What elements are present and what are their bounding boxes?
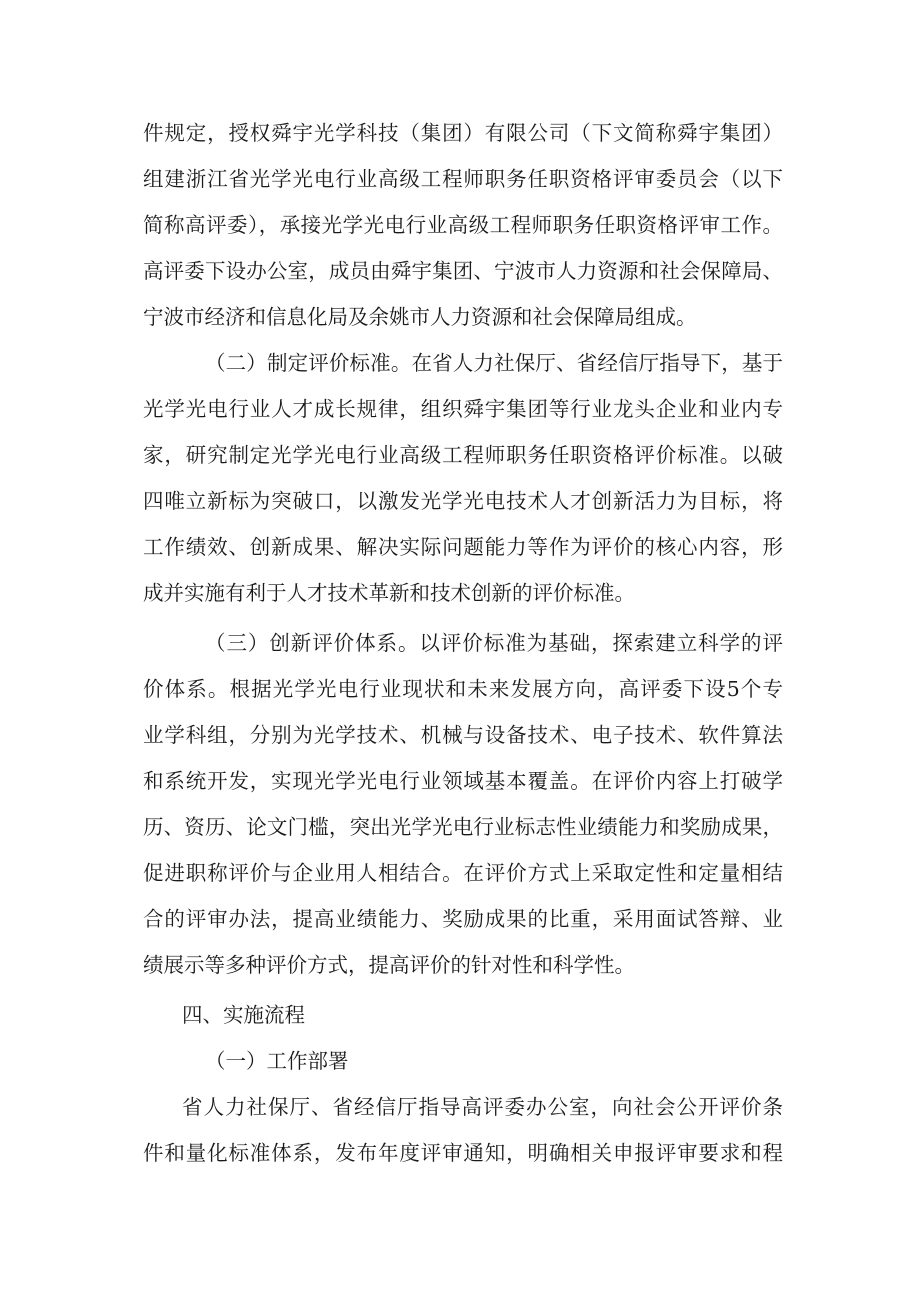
paragraph-3-line-3: 业学科组，分别为光学技术、机械与设备技术、电子技术、软件算法 — [143, 723, 783, 747]
paragraph-1-line-3: 简称高评委），承接光学光电行业高级工程师职务任职资格评审工作。 — [143, 213, 783, 237]
paragraph-1-line-4: 高评委下设办公室，成员由舜宇集团、宁波市人力资源和社会保障局、 — [143, 259, 783, 283]
paragraph-2-line-2: 光学光电行业人才成长规律，组织舜宇集团等行业龙头企业和业内专 — [143, 397, 783, 421]
paragraph-3-line-6: 促进职称评价与企业用人相结合。在评价方式上采取定性和定量相结 — [143, 861, 783, 885]
paragraph-3-line-7: 合的评审办法，提高业绩能力、奖励成果的比重，采用面试答辩、业 — [143, 907, 783, 931]
paragraph-3-line-1: （三）创新评价体系。以评价标准为基础，探索建立科学的评 — [205, 631, 783, 655]
subsection-heading: （一）工作部署 — [205, 1049, 349, 1073]
paragraph-3-line-5: 历、资历、论文门槛，突出光学光电行业标志性业绩能力和奖励成果， — [143, 815, 783, 839]
paragraph-3-line-2: 价体系。根据光学光电行业现状和未来发展方向，高评委下设5个专 — [143, 677, 783, 701]
paragraph-3-line-4: 和系统开发，实现光学光电行业领域基本覆盖。在评价内容上打破学 — [143, 769, 783, 793]
paragraph-2-line-4: 四唯立新标为突破口，以激发光学光电技术人才创新活力为目标，将 — [143, 489, 783, 513]
paragraph-2-line-5: 工作绩效、创新成果、解决实际问题能力等作为评价的核心内容，形 — [143, 535, 783, 559]
paragraph-3-line-8: 绩展示等多种评价方式，提高评价的针对性和科学性。 — [143, 953, 635, 977]
paragraph-2-line-3: 家，研究制定光学光电行业高级工程师职务任职资格评价标准。以破 — [143, 443, 783, 467]
paragraph-4-line-1: 省人力社保厅、省经信厅指导高评委办公室，向社会公开评价条 — [182, 1095, 783, 1119]
paragraph-2-line-1: （二）制定评价标准。在省人力社保厅、省经信厅指导下，基于 — [205, 351, 783, 375]
paragraph-1-line-1: 件规定，授权舜宇光学科技（集团）有限公司（下文简称舜宇集团） — [143, 121, 783, 145]
paragraph-2-line-6: 成并实施有利于人才技术革新和技术创新的评价标准。 — [143, 581, 635, 605]
paragraph-1-line-2: 组建浙江省光学光电行业高级工程师职务任职资格评审委员会（以下 — [143, 167, 783, 191]
section-heading: 四、实施流程 — [182, 1003, 305, 1027]
paragraph-4-line-2: 件和量化标准体系，发布年度评审通知，明确相关申报评审要求和程 — [143, 1141, 783, 1165]
paragraph-1-line-5: 宁波市经济和信息化局及余姚市人力资源和社会保障局组成。 — [143, 305, 697, 329]
